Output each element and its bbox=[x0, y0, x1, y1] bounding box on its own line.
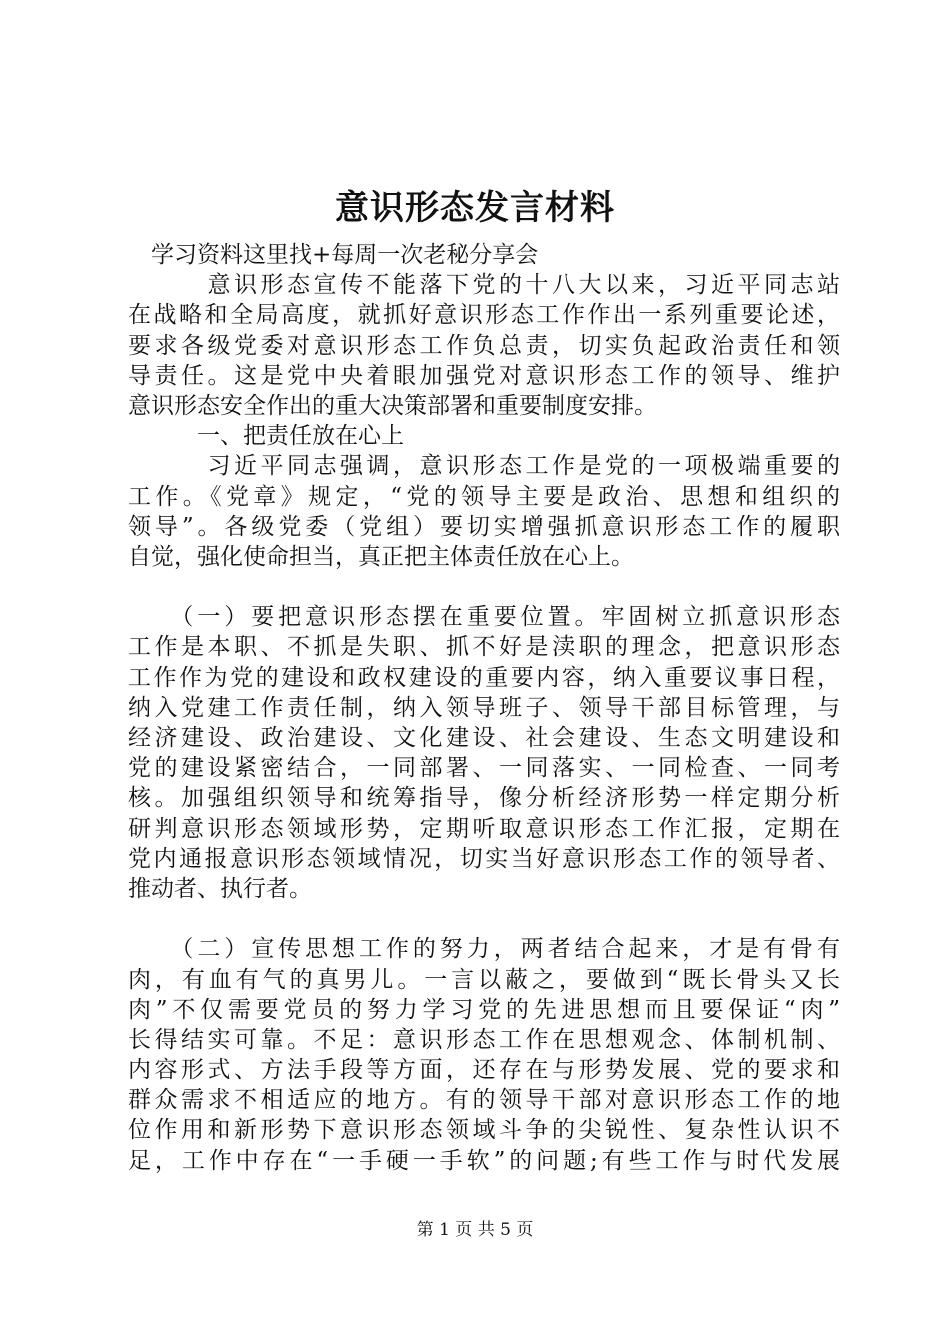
text-line: 在战略和全局高度，就抓好意识形态工作作出一系列重要论述， bbox=[128, 302, 840, 329]
text-line: 纳入党建工作责任制，纳入领导班子、领导干部目标管理，与 bbox=[128, 694, 840, 721]
text-line: 一、把责任放在心上 bbox=[128, 423, 404, 450]
text-line: 群众需求不相适应的地方。有的领导干部对意识形态工作的地 bbox=[128, 1087, 840, 1114]
text-line: （一）要把意识形态摆在重要位置。牢固树立抓意识形态 bbox=[128, 604, 840, 631]
text-line: 导责任。这是党中央着眼加强党对意识形态工作的领导、维护 bbox=[128, 362, 840, 389]
text-line: 要求各级党委对意识形态工作负总责，切实负起政治责任和领 bbox=[128, 332, 840, 359]
text-line: 习近平同志强调，意识形态工作是党的一项极端重要的 bbox=[128, 453, 840, 480]
text-line: 足，工作中存在“一手硬一手软”的问题;有些工作与时代发展 bbox=[128, 1147, 840, 1174]
text-line: 自觉，强化使命担当，真正把主体责任放在心上。 bbox=[128, 543, 634, 570]
text-line: 党的建设紧密结合，一同部署、一同落实、一同检查、一同考 bbox=[128, 755, 840, 782]
text-line: （二）宣传思想工作的努力，两者结合起来，才是有骨有 bbox=[128, 936, 840, 963]
text-line: 意识形态宣传不能落下党的十八大以来，习近平同志站 bbox=[128, 272, 840, 299]
text-line: 长得结实可靠。不足：意识形态工作在思想观念、体制机制、 bbox=[128, 1026, 840, 1053]
text-line: 位作用和新形势下意识形态领域斗争的尖锐性、复杂性认识不 bbox=[128, 1117, 840, 1144]
document-title: 意识形态发言材料 bbox=[335, 188, 615, 228]
text-line: 研判意识形态领域形势，定期听取意识形态工作汇报，定期在 bbox=[128, 815, 840, 842]
text-line: 工作作为党的建设和政权建设的重要内容，纳入重要议事日程， bbox=[128, 664, 840, 691]
text-line: 工作是本职、不抓是失职、抓不好是渎职的理念，把意识形态 bbox=[128, 634, 840, 661]
paragraph-gap bbox=[128, 572, 840, 602]
text-line: 经济建设、政治建设、文化建设、社会建设、生态文明建设和 bbox=[128, 725, 840, 751]
document-body bbox=[128, 240, 840, 1176]
text-line: 学习资料这里找+每周一次老秘分享会 bbox=[128, 242, 539, 268]
text-line: 意识形态安全作出的重大决策部署和重要制度安排。 bbox=[128, 392, 657, 419]
page-number-footer: 第 1 页 共 5 页 bbox=[416, 1220, 534, 1240]
text-line: 肉，有血有气的真男儿。一言以蔽之，要做到“既长骨头又长 bbox=[128, 966, 840, 993]
text-line: 内容形式、方法手段等方面，还存在与形势发展、党的要求和 bbox=[128, 1057, 840, 1084]
text-line: 党内通报意识形态领域情况，切实当好意识形态工作的领导者、 bbox=[128, 845, 840, 872]
text-line: 推动者、执行者。 bbox=[128, 875, 312, 902]
text-line: 领导”。各级党委（党组）要切实增强抓意识形态工作的履职 bbox=[128, 513, 840, 540]
text-line: 肉”不仅需要党员的努力学习党的先进思想而且要保证“肉” bbox=[128, 996, 840, 1023]
text-line: 工作。《党章》规定，“党的领导主要是政治、思想和组织的 bbox=[128, 483, 840, 510]
paragraph-gap bbox=[128, 904, 840, 934]
text-line: 核。加强组织领导和统筹指导，像分析经济形势一样定期分析 bbox=[128, 785, 840, 812]
